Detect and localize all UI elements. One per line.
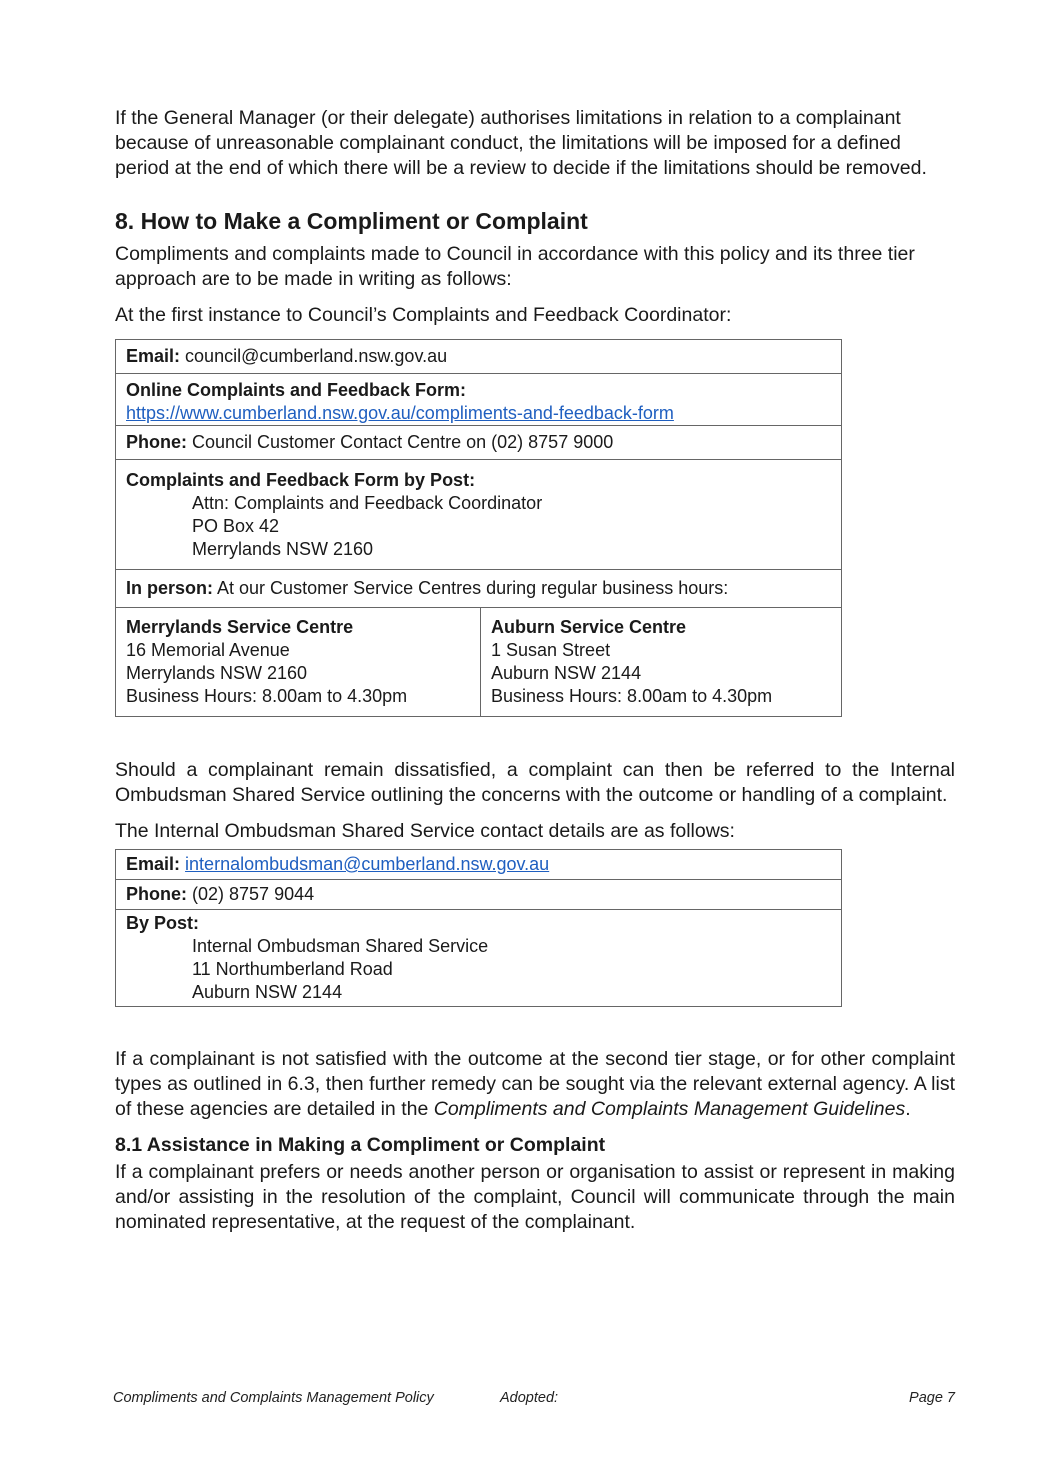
ombudsman-phone-value: (02) 8757 9044 — [192, 884, 315, 904]
phone-value: Council Customer Contact Centre on (02) 8757 9000 — [192, 432, 614, 452]
ombudsman-phone-label: Phone: — [126, 884, 187, 904]
ombudsman-phone-row — [116, 880, 842, 910]
ombudsman-post-line: Internal Ombudsman Shared Service — [192, 936, 489, 956]
ombudsman-contact-table — [115, 849, 842, 1007]
section-8-1-heading: 8.1 Assistance in Making a Compliment or Complaint — [115, 1134, 606, 1156]
ombudsman-post-line: Auburn NSW 2144 — [192, 982, 343, 1002]
section-8-heading: 8. How to Make a Compliment or Complaint — [115, 208, 588, 234]
auburn-centre-cell — [481, 608, 842, 717]
guidelines-reference: Compliments and Complaints Management Guidelines — [433, 1098, 906, 1120]
centre-name: Merrylands Service Centre — [126, 617, 354, 637]
centre-line: Auburn NSW 2144 — [491, 663, 642, 683]
email-label: Email: — [126, 346, 181, 366]
merrylands-centre-cell — [116, 608, 481, 717]
online-form-label: Online Complaints and Feedback Form: — [126, 380, 467, 400]
ombudsman-email-row — [116, 850, 842, 880]
section-8-1-paragraph: If a complainant prefers or needs another person or organisation to assist or represent in making and/or assisting in the resolution of the complaint, Council will communicate through the main nominated representative, at the request of the complainant. — [115, 1161, 955, 1233]
ombudsman-post-label: By Post: — [126, 913, 200, 933]
external-agency-end: . — [905, 1098, 911, 1120]
online-form-row — [116, 374, 842, 426]
phone-label: Phone: — [126, 432, 187, 452]
in-person-label: In person: — [126, 578, 214, 598]
in-person-value: At our Customer Service Centres during regular business hours: — [217, 578, 729, 598]
centre-line: Business Hours: 8.00am to 4.30pm — [126, 686, 408, 706]
post-address-line: Attn: Complaints and Feedback Coordinator — [192, 493, 543, 513]
email-value: council@cumberland.nsw.gov.au — [185, 346, 448, 366]
email-row — [116, 340, 842, 374]
centre-name: Auburn Service Centre — [491, 617, 687, 637]
ombudsman-post-line: 11 Northumberland Road — [192, 959, 393, 979]
post-label: Complaints and Feedback Form by Post: — [126, 470, 476, 490]
ombudsman-intro-paragraph: The Internal Ombudsman Shared Service contact details are as follows: — [115, 820, 735, 842]
centre-line: Merrylands NSW 2160 — [126, 663, 308, 683]
in-person-row — [116, 570, 842, 608]
intro-paragraph: If the General Manager (or their delegate) authorises limitations in relation to a complainant because of unreasonable complainant conduct, the limitations will be imposed for a defined period at the end of which there will be a review to decide if the limitations should be removed. — [115, 107, 927, 179]
document-page — [115, 106, 955, 1235]
council-contact-table — [115, 339, 842, 717]
ombudsman-post-row — [116, 910, 842, 1007]
footer-page-number: Page 7 — [909, 1390, 955, 1406]
section-8-paragraph: Compliments and complaints made to Council in accordance with this policy and its three tier approach are to be made in writing as follows: — [115, 243, 915, 290]
ombudsman-email-label: Email: — [126, 854, 181, 874]
centre-line: Business Hours: 8.00am to 4.30pm — [491, 686, 773, 706]
online-form-link[interactable]: https://www.cumberland.nsw.gov.au/compliments-and-feedback-form — [126, 403, 674, 423]
dissatisfied-paragraph: Should a complainant remain dissatisfied, a complaint can then be referred to the Internal Ombudsman Shared Service outlining the concerns with the outcome or handling of a complaint. — [115, 759, 955, 806]
external-agency-text: If a complainant is not satisfied with the outcome at the second tier stage, or for other complaint types as outlined in 6.3, then further remedy can be sought via the relevant external agency. A list of these agencies are detailed in the — [115, 1048, 955, 1120]
centre-line: 16 Memorial Avenue — [126, 640, 290, 660]
post-address-line: PO Box 42 — [192, 516, 280, 536]
footer-document-title: Compliments and Complaints Management Policy — [113, 1390, 434, 1406]
footer-adopted: Adopted: — [500, 1390, 559, 1406]
post-row — [116, 460, 842, 570]
phone-row — [116, 426, 842, 460]
first-instance-paragraph: At the first instance to Council’s Complaints and Feedback Coordinator: — [115, 304, 732, 326]
ombudsman-email-link[interactable]: internalombudsman@cumberland.nsw.gov.au — [185, 854, 550, 874]
centre-line: 1 Susan Street — [491, 640, 611, 660]
external-agency-paragraph — [115, 1047, 955, 1122]
post-address-line: Merrylands NSW 2160 — [192, 539, 374, 559]
